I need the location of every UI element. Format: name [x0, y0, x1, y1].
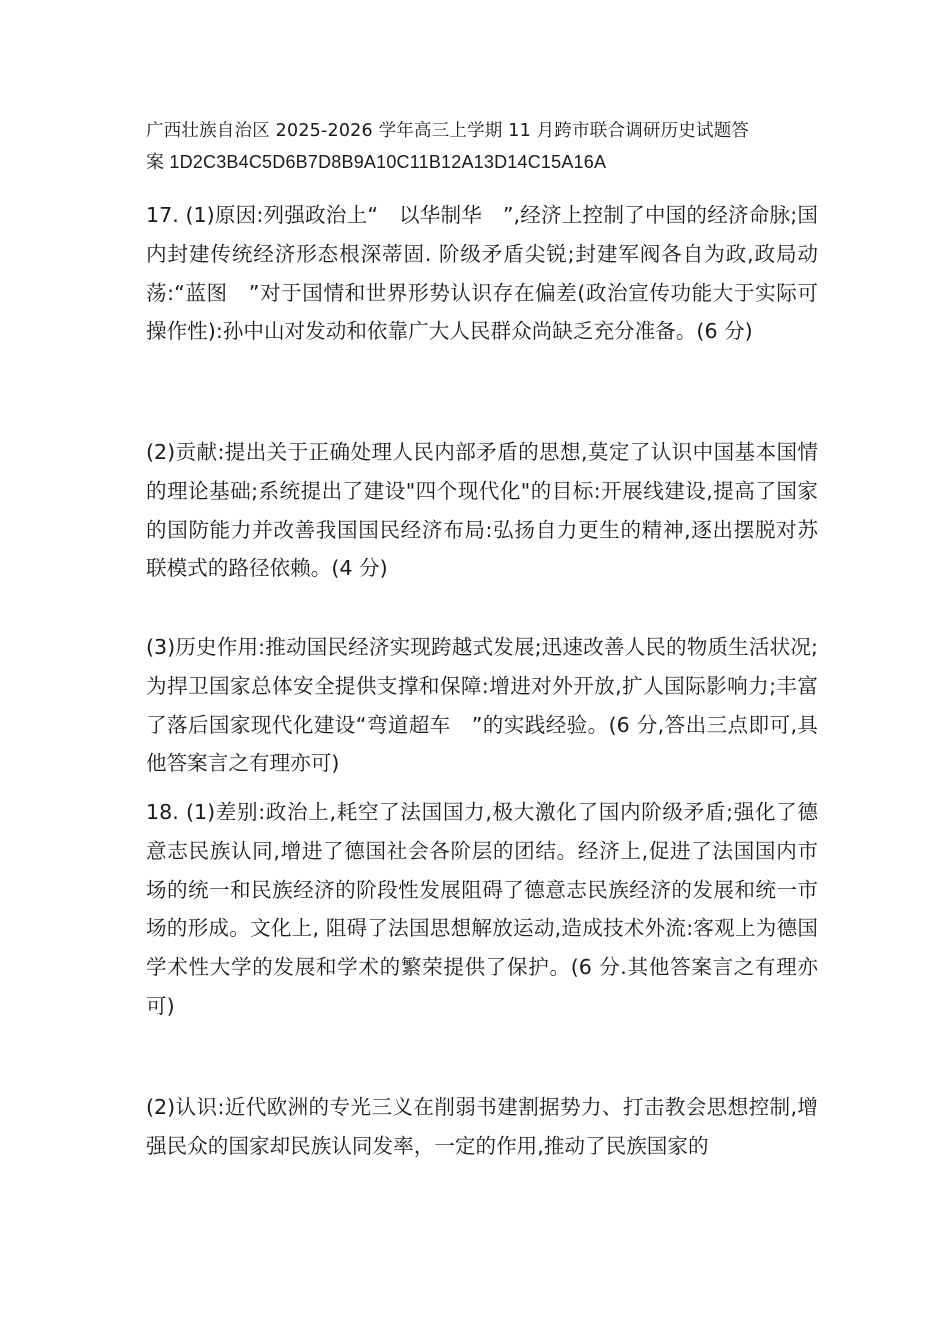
q18-part1-answer: 18. (1)差别:政治上,耗空了法国国力,极大激化了国内阶级矛盾;强化了德意志民族认同,增进了德国社会各阶层的团结。经济上,促进了法国国内市场的统一和民族经济的阶段性发展阻碍了德意志民族经济的发展和统一市场的形成。文化上, 阻碍了法国思想解放运动,造成技术外流:客观上为德国学术性大学的发展和学术的繁荣提供了保护。(6 分.其他答案言之有理亦可) [146, 800, 818, 1018]
q17-part1-answer: 17. (1)原因:列强政治上“ 以华制华 ”,经济上控制了中国的经济命脉;国内封建传统经济形态根深蒂固. 阶级矛盾尖锐;封建军阀各自为政,政局动荡:“蓝图 ”对于国情和世界形势认识存在偏差(政治宣传功能大于实际可操作性):孙中山对发动和依靠广大人民群众尚缺乏充分准备。(6 分) [146, 203, 818, 344]
multiple-choice-answers: 案 1D2C3B4C5D6B7D8B9A10C11B12A13D14C15A16A [146, 152, 607, 172]
document-header [146, 116, 826, 178]
q17-part3-answer: (3)历史作用:推动国民经济实现跨越式发展;迅速改善人民的物质生活状况;为捍卫国家总体安全提供支撑和保障:增进对外开放,扩人国际影响力;丰富了落后国家现代化建设“弯道超车 ”的实践经验。(6 分,答出三点即可,具他答案言之有理亦可) [146, 635, 818, 776]
q17-part2-answer: (2)贡献:提出关于正确处理人民内部矛盾的思想,莫定了认识中国基本国情的理论基础;系统提出了建设"四个现代化"的目标:开展线建设,提高了国家的国防能力并改善我国国民经济布局:弘扬自力更生的精神,逐出摆脱对苏联模式的路径依赖。(4 分) [146, 440, 818, 581]
q18-part2-answer: (2)认识:近代欧洲的专光三义在削弱书建割据势力、打击教会思想控制,增强民众的国家却民族认同发率，一定的作用,推动了民族国家的 [146, 1095, 818, 1158]
exam-title: 广西壮族自治区 2025-2026 学年高三上学期 11 月跨市联合调研历史试题答 [146, 121, 750, 141]
